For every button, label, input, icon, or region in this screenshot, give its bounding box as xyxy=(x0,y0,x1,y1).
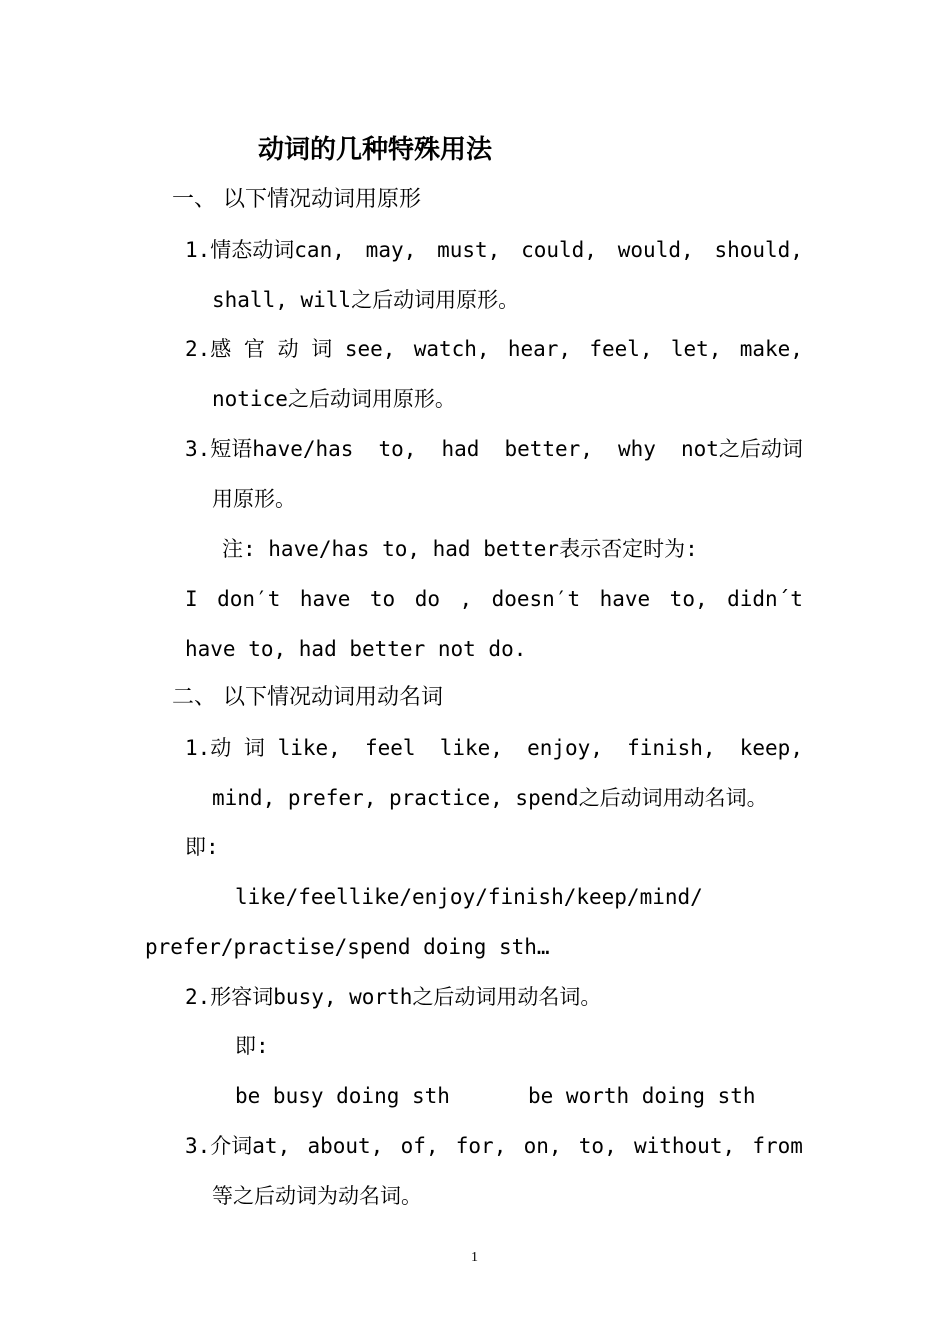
section-heading-2: 二、 以下情况动词用动名词 xyxy=(172,685,443,710)
word: didn´t xyxy=(727,587,803,611)
word: would, xyxy=(617,238,694,262)
word: better, xyxy=(504,437,593,461)
word: not之后动词 xyxy=(681,437,803,461)
section1-item2-line1 xyxy=(185,334,803,364)
word: feel xyxy=(364,736,416,760)
word: enjoy, xyxy=(527,736,603,760)
word: don′t xyxy=(217,587,281,611)
word: 2.感 官 动 词 see, xyxy=(185,337,396,361)
word: let, xyxy=(670,337,722,361)
section2-item2-line2: 即: xyxy=(235,1034,269,1058)
section2-item1-line4: like/feellike/enjoy/finish/keep/mind/ xyxy=(235,885,703,909)
section2-item1-line2: mind, prefer, practice, spend之后动词用动名词。 xyxy=(212,786,768,810)
section1-item1-line1 xyxy=(185,235,803,265)
section1-note-line2 xyxy=(185,584,803,614)
section1-note-line1: 注: have/has to, had better表示否定时为: xyxy=(222,537,698,561)
word: for, xyxy=(455,1134,507,1158)
word: hear, xyxy=(507,337,572,361)
word: about, xyxy=(307,1134,384,1158)
word: do xyxy=(414,587,440,611)
section1-item2-line2: notice之后动词用原形。 xyxy=(212,387,456,411)
section1-item3-line1 xyxy=(185,434,803,464)
word: could, xyxy=(521,238,597,262)
word: like, xyxy=(439,736,503,760)
word: have xyxy=(599,587,651,611)
word: watch, xyxy=(413,337,490,361)
word: keep, xyxy=(739,736,803,760)
word: , xyxy=(459,587,473,611)
section2-item3-line2: 等之后动词为动名词。 xyxy=(212,1184,422,1208)
word: feel, xyxy=(589,337,653,361)
word: I xyxy=(185,587,198,611)
word: 3.介词at, xyxy=(185,1134,291,1158)
word: to, xyxy=(669,587,708,611)
section2-item2-line1: 2.形容词busy, worth之后动词用动名词。 xyxy=(185,985,602,1009)
section2-item1-line1 xyxy=(185,733,803,763)
word: to, xyxy=(378,437,417,461)
word: without, xyxy=(633,1134,736,1158)
word: why xyxy=(618,437,656,461)
word: on, xyxy=(523,1134,562,1158)
section-heading-1: 一、 以下情况动词用原形 xyxy=(172,187,421,212)
section2-item3-line1 xyxy=(185,1131,803,1161)
section1-item1-line2: shall, will之后动词用原形。 xyxy=(212,288,520,312)
word: have xyxy=(299,587,351,611)
section1-item3-line2: 用原形。 xyxy=(212,487,296,511)
section2-item1-line3: 即: xyxy=(185,835,219,859)
word: of, xyxy=(400,1134,439,1158)
section1-note-line3: have to, had better not do. xyxy=(185,637,527,661)
word: make, xyxy=(739,337,803,361)
word: may, xyxy=(365,238,417,262)
word: to xyxy=(369,587,396,611)
section2-item1-line5: prefer/practise/spend doing sth… xyxy=(145,935,550,959)
word: from xyxy=(752,1134,803,1158)
word: 1.情态动词can, xyxy=(185,238,345,262)
section2-item2-example-b: be worth doing sth xyxy=(528,1084,756,1108)
word: to, xyxy=(578,1134,617,1158)
word: had xyxy=(441,437,480,461)
word: should, xyxy=(714,238,803,262)
section2-item2-example-a: be busy doing sth xyxy=(235,1084,450,1108)
page-title: 动词的几种特殊用法 xyxy=(258,135,493,165)
word: must, xyxy=(437,238,501,262)
word: finish, xyxy=(627,736,716,760)
word: 3.短语have/has xyxy=(185,437,354,461)
page-number: 1 xyxy=(471,1250,478,1265)
word: 1.动 词 like, xyxy=(185,736,341,760)
word: doesn′t xyxy=(491,587,581,611)
